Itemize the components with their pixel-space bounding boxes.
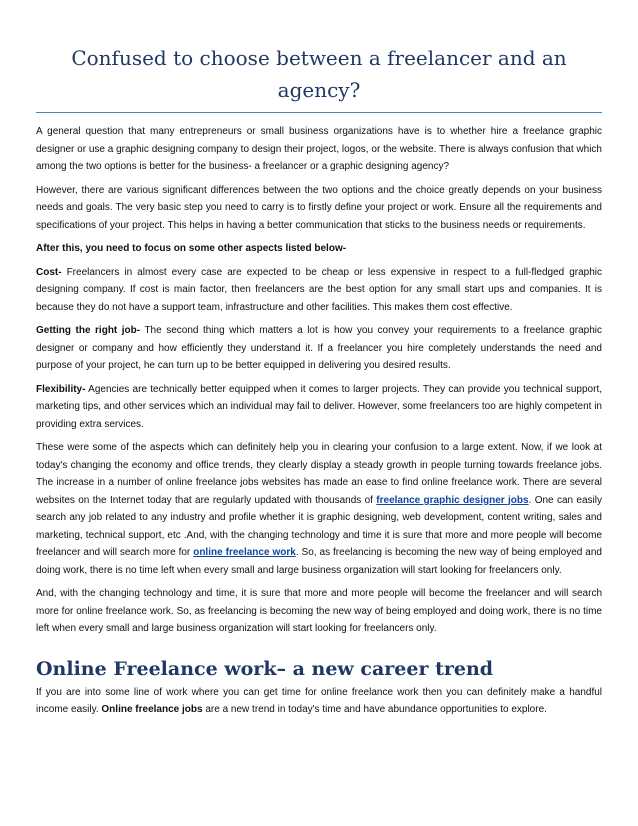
online-freelance-jobs-emphasis: Online freelance jobs <box>101 704 203 715</box>
title-divider <box>36 112 602 113</box>
trends-text-a: These were some of the aspects which can definitely help you in clearing your confusion to a large extent. Now, if we look at today's changing the economy and office trends, they clearly display a steady growth in people turning towards freelance jobs. The increase in a number of online freelance jobs websites has made an ease to find online freelance work. There are several websites on the Internet today that are regularly updated with thousands of <box>36 442 602 506</box>
paragraph-technology: And, with the changing technology and time, it is sure that more and more people will become the freelancer and will search more for online freelance work. So, as freelancing is becoming the new way of being employed and doing work, there is no time left when every small and large business organization will start looking for freelancers only. <box>36 588 602 634</box>
section-heading-career-trend: Online Freelance work– a new career trend <box>36 657 494 680</box>
page-title: Confused to choose between a freelancer and an agency? <box>71 46 567 102</box>
online-freelance-work-link[interactable]: online freelance work <box>193 547 296 558</box>
online-work-text-a: If you are into some line of work where you can get time for online freelance work then you can definitely make a handful income easily. <box>36 686 602 715</box>
paragraph-trends <box>36 439 602 579</box>
flexibility-text: Agencies are technically better equipped when it comes to larger projects. They can provide you technical support, marketing tips, and other services which an individual may fail to deliver. However, some freelancers too are highly competent in providing extra services. <box>36 383 602 430</box>
cost-text: Freelancers in almost every case are expected to be cheap or less expensive in respect to a full-fledged graphic designing company. If cost is main factor, then freelancers are the best option for any small start ups and companies. It is because they do not have a support team, infrastructure and other facilities. This makes them cost effective. <box>36 266 602 313</box>
flexibility-heading: Flexibility- <box>36 383 86 395</box>
paragraph-aspects-intro: After this, you need to focus on some other aspects listed below- <box>36 243 347 254</box>
paragraph-right-job <box>36 322 602 375</box>
trends-text-c: . So, as freelancing is becoming the new way of being employed and doing work, there is no time left when every small and large business organization will start looking for freelancers only. <box>36 547 602 576</box>
trends-text-b: . One can easily search any job related to any industry and profile whether it is graphic designing, web development, content writing, sales and marketing, technical support, etc .And, with the changing technology and time it is sure that more and more people will become freelancer and will search more for <box>36 494 602 558</box>
paragraph-online-work <box>36 684 602 719</box>
paragraph-intro: A general question that many entrepreneurs or small business organizations have is to whether hire a freelance graphic designer or use a graphic designing company to design their project, logos, or the website. There is always confusion that which among the two options is better for the business- a freelancer or a graphic designing agency? <box>36 126 602 172</box>
paragraph-cost <box>36 264 602 317</box>
right-job-heading: Getting the right job- <box>36 325 141 336</box>
right-job-text: The second thing which matters a lot is how you convey your requirements to a freelance graphic designer or company and how efficiently they understand it. If a freelancer you hire completely understands the need and purpose of your project, he can turn up to be better equipped in delivering you desired results. <box>36 325 603 371</box>
paragraph-flexibility <box>36 381 602 434</box>
online-work-text-b: are a new trend in today's time and have abundance opportunities to explore. <box>202 704 547 715</box>
cost-heading: Cost- <box>36 266 62 278</box>
paragraph-differences: However, there are various significant differences between the two options and the choice greatly depends on your business needs and goals. The very basic step you need to carry is to firstly define your project or work. Ensure all the requirements and specifications of your project. This helps in having a better communication that sticks to the business needs or requirements. <box>36 184 602 231</box>
freelance-graphic-designer-jobs-link[interactable]: freelance graphic designer jobs <box>376 494 529 506</box>
